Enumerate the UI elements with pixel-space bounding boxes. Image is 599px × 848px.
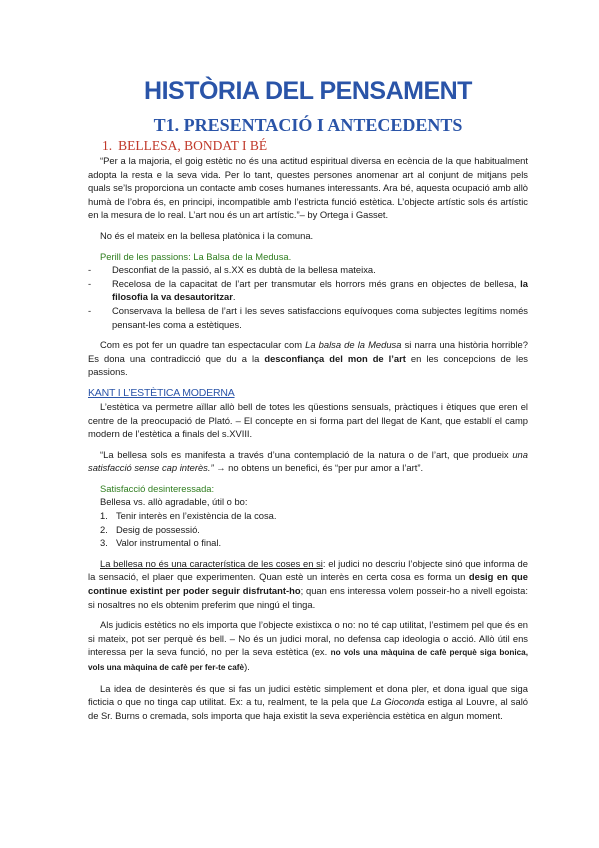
medusa-paragraph	[88, 338, 528, 379]
emphasis-text: desig en que continue existint per poder seguir disfrutant-ho	[88, 571, 528, 597]
page-subtitle: T1. PRESENTACIÓ I ANTECEDENTS	[153, 115, 463, 135]
text: Com es pot fer un quadre tan espectacular com	[100, 339, 306, 351]
list-number: 1.	[100, 510, 108, 522]
text: estiga al Louvre, al saló de Sr. Burns o cremada, sols importa que haja existit la seva experiència estètica en algun moment.	[88, 696, 529, 721]
text: ; quan ens interessa volem posseir-ho a nivell egoista: si nosaltres no els obtenim preferim que ningú el tinga.	[88, 585, 528, 610]
list-item-text: Desconfiat de la passió, al s.XX es dubtà de la bellesa mateixa.	[112, 264, 376, 276]
satisf-intro: Bellesa vs. allò agradable, útil o bo:	[100, 496, 248, 508]
italic-text: una satisfacció sense cap interès.”	[88, 448, 528, 474]
list-dash: -	[88, 304, 92, 316]
list-item-text: Conservava la bellesa de l’art i les seves satisfaccions equívoques coma subjectes legítims només pensant-les coma a estètiques.	[112, 304, 528, 330]
page-title: HISTÒRIA DEL PENSAMENT	[144, 77, 472, 105]
platonic-note: No és el mateix en la bellesa platònica i la comuna.	[100, 229, 314, 241]
list-item-text: Tenir interès en l’existència de la cosa.	[116, 510, 277, 522]
list-item-text: Desig de possessió.	[116, 523, 200, 535]
section-label: BELLESA, BONDAT I BÉ	[118, 138, 268, 153]
peril-heading: Perill de les passions: La Balsa de la Medusa.	[100, 250, 292, 262]
section-number: 1.	[102, 138, 113, 153]
peril-list	[88, 263, 528, 331]
text: si narra una història horrible? Es dona una contradicció que du a la	[88, 339, 528, 364]
artwork-title: La balsa de la Medusa	[305, 339, 402, 351]
ortega-quote: “Per a la majoria, el goig estètic no és una actitud espiritual diversa en ecència de la que habitualment adopta la resta e la seva vida. Per lo tant, questes persones anomenar art al conjunt de mitjans pels quals se’ls proporciona un contacte amb coses humanes interessants. Ara bé, aquesta ocupació amb allò humà de l’obra és, en principi, incompatible amb l’estricta funció estètica. L’objecte artístic sols és artístic en la mesura de lo real. L’art nou és un art artístic.”– by Ortega i Gasset.	[88, 155, 528, 221]
list-number: 2.	[100, 523, 108, 535]
emphasis-text: desconfiança del mon de l’art	[264, 352, 406, 364]
list-item	[100, 523, 528, 537]
list-item	[88, 263, 528, 277]
artwork-title: La Gioconda	[370, 696, 425, 708]
text: “La bellesa sols es manifesta a través d’una contemplació de la natura o de l’art, que produeix	[100, 448, 513, 460]
list-item-text: Recelosa de la capacitat de l’art per transmutar els horrors més grans en objectes de bellesa,	[112, 277, 521, 289]
list-item	[100, 536, 528, 550]
bellesa-characteristic	[88, 557, 528, 611]
emphasis-text: la filosofia la va desautoritzar	[112, 277, 528, 303]
kant-intro: L’estètica va permetre aïllar allò bell de totes les qüestions sensuals, pràctiques i ètiques que eren el centre de la preocupació de Plató. – El concepte en si forma part del llegat de Kant, que establí el camp modern de l’estètica a finals del s.XVIII.	[88, 400, 528, 440]
satisf-heading: Satisfacció desinteressada:	[100, 482, 215, 494]
list-number: 3.	[100, 537, 108, 549]
text: en les concepcions de les passions.	[88, 352, 528, 378]
underlined-text: La bellesa no és una característica de les coses en si	[100, 557, 323, 569]
list-item	[88, 277, 528, 304]
section-heading-1	[102, 137, 528, 154]
judicis-paragraph	[88, 618, 528, 674]
example-text: no vols una màquina de cafè perquè siga bonica, vols una màquina de cafè per fer-te cafè	[88, 648, 528, 672]
list-item	[88, 304, 528, 331]
text: Als judicis estètics no els importa que l’objecte existixca o no: no té cap utilitat, l’estimem pel que és en si mateix, pot ser perquè és bell. – No és un judici moral, no defensa cap ideologia o acció. Allò útil ens interessa per la seva funció, no per la seva estètica (ex.	[88, 619, 528, 658]
text: → no obtens un benefici, és “per pur amor a l’art”.	[213, 462, 424, 474]
list-dash: -	[88, 264, 92, 276]
kant-quote	[88, 448, 528, 475]
satisf-list	[88, 509, 528, 550]
list-item	[100, 509, 528, 523]
list-dash: -	[88, 277, 92, 289]
list-item-text: Valor instrumental o final.	[116, 537, 222, 549]
section-heading-kant	[88, 386, 528, 400]
list-item-text: .	[232, 291, 236, 303]
text: ).	[244, 661, 250, 672]
text: La idea de desinterès és que si fas un judici estètic simplement et dona pler, et dona igual que siga ficticia o que no tinga cap utilitat. Ex: a tu, realment, te la pela que	[88, 682, 528, 708]
heading-text: KANT I L’ESTÈTICA MODERNA	[88, 386, 235, 399]
text: : el judici no descriu l’objecte sinó que informa de la sensació, el plaer que experimenten. Quan estè un interès en certa cosa es forma un	[88, 557, 528, 583]
desinteres-paragraph	[88, 682, 528, 723]
